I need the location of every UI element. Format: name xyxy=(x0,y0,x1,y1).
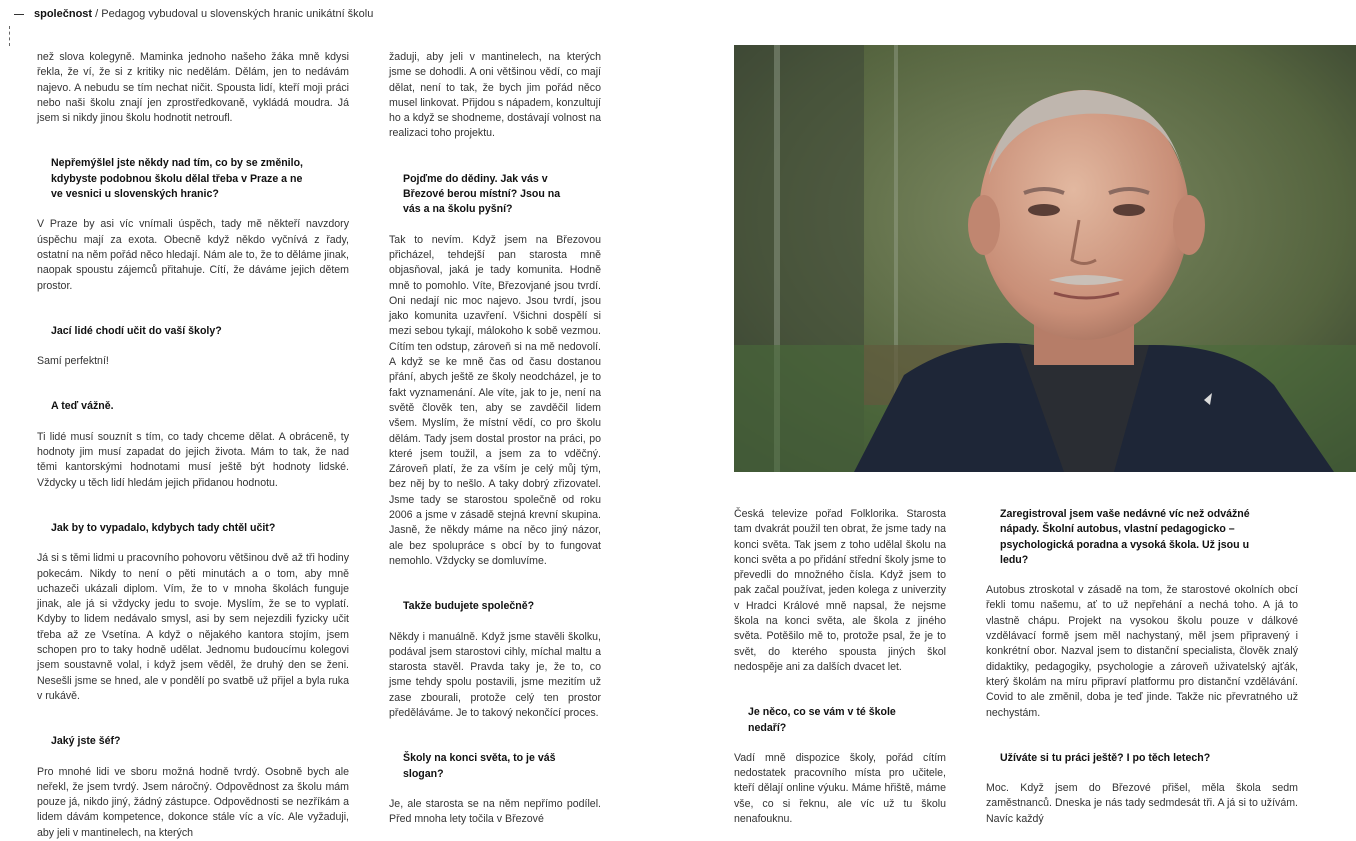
interview-answer: Autobus ztroskotal v zásadě na tom, že starostové okolních obcí řekli tomu našemu, ať to už nepřehání a nechá toho. A já to vlastně chápu. Projekt na vysokou školu pouze v dálkové vzdělávací formě jsem měl nachystaný, měl jsem připravený i konkrétní obor. Nazval jsem to distanční specialista, člověk znalý didaktiky, pedagogiky, psychologie a zároveň uživatelský ajťák, který školám na míru připraví platformu pro distanční vzdělávání. Covid to ale změnil, doba je teď jinde. Takže nic převratného už nechystám. xyxy=(986,584,1298,719)
interview-question: Jaký jste šéf? xyxy=(51,735,121,748)
interview-question: Pojďme do dědiny. Jak vás v Březové berou místní? Jsou na vás a na školu pyšní? xyxy=(403,172,561,216)
side-tick-mark xyxy=(9,26,11,46)
text-column-2 xyxy=(389,50,601,826)
interview-answer: Moc. Když jsem do Březové přišel, měla škola sedm zaměstnanců. Dneska je nás tady sedmdesát tři. A já si to užívám. Navíc každý xyxy=(986,782,1298,825)
interview-answer: Je, ale starosta se na něm nepřímo podílel. Před mnoha lety točila v Březové xyxy=(389,797,601,826)
interview-answer: Česká televize pořad Folklorika. Starosta tam dvakrát použil ten obrat, že jsme tady na konci světa. Tak jsem z toho udělal školu na konci světa a po přidání střední školy jsme to převedli do množného čísla. Když jsem to pak začal používat, jeden kolega z univerzity v Hradci Králové mně napsal, že nejsme škola na konci světa, ale škola z jiného světa. Potěšilo mě to, protože psal, že je to svět, do kterého spousta jiných škol nedospěje ani za dalších dvacet let. xyxy=(734,508,946,673)
interview-answer: Já si s těmi lidmi u pracovního pohovoru většinou dvě až tři hodiny pokecám. Nikdy to není o pěti minutách a o tom, aby mně uchazeči ukázali diplom. Vím, že to v mnoha školách funguje jinak, ale já si vždycky jedu to svoje. Myslím, že se to vyplatí. Kdyby to lidem nedávalo smysl, asi by sem nejezdili fyzicky učit třeba až ze Vsetína. A když o nějakého kantora stojím, jsem schopen pro to taky hodně udělat. Jednomu budoucímu kolegovi jsem soustavně volal, i když jsem věděl, že druhý den se ženi. Nesešli jsme se hned, ale v pondělí po svatbě už přijel a byla ruka v rukávě. xyxy=(37,552,349,702)
header-title: Pedagog vybudoval u slovenských hranic unikátní školu xyxy=(101,8,374,20)
text-column-1 xyxy=(37,50,349,839)
interview-answer: Vadí mně dispozice školy, pořád cítím nedostatek pracovního místa pro učitele, kteří dělají online výuku. Máme hřiště, máme vše, co si řeknu, ale víc už tu školu nenafouknu. xyxy=(734,751,946,826)
interview-question: Zaregistroval jsem vaše nedávné víc než odvážné nápady. Školní autobus, vlastní pedagogicko – psychologická poradna a vysoká škola. Už jsou u ledu? xyxy=(1000,508,1250,566)
interview-question: A teď vážně. xyxy=(51,400,114,413)
text-column-4 xyxy=(986,507,1298,825)
portrait-photo xyxy=(734,45,1356,472)
interview-answer: žaduji, aby jeli v mantinelech, na kterých jsme se dohodli. A oni většinou vědí, co mají dělat, není to tak, že bych jim pořád něco musel linkovat. Přijdou s nápadem, konzultují ho a když se shodneme, dostávají volnost na realizaci toho projektu. xyxy=(389,51,601,140)
interview-answer: než slova kolegyně. Maminka jednoho našeho žáka mně kdysi řekla, že ví, že si z kritiky nic nedělám. Dělám, jen to nedávám najevo. A nebudu se tím nechat ničit. Spousta lidí, kteří moji práci nebo naši školu znají jen zprostředkovaně, vykládá moudra. Já jsem si nikdy jinou školu hodnotit netroufl. xyxy=(37,51,349,125)
text-column-3 xyxy=(734,507,946,826)
interview-question: Jací lidé chodí učit do vaší školy? xyxy=(51,324,222,337)
interview-answer: Někdy i manuálně. Když jsme stavěli školku, podával jsem starostovi cihly, míchal maltu a starosta stavěl. Pravda taky je, že to, co jsme tehdy spolu postavili, jsme mezitím už zase zbourali, protože celý ten prostor předěláváme. Je to takový nekončící proces. xyxy=(389,630,601,719)
interview-question: Nepřemýšlel jste někdy nad tím, co by se změnilo, kdybyste podobnou školu dělal třeba v Praze a ne ve vesnici u slovenských hranic? xyxy=(51,157,303,201)
header-dash xyxy=(14,14,24,15)
interview-answer: Ti lidé musí souznít s tím, co tady chceme dělat. A obráceně, ty hodnoty jim musí zapadat do jejich života. Mám to tak, že nad těmi kantorskými hodnotami musí ještě být hodnoty lidské. Vždycky u těch lidí hledám jejich přidanou hodnotu. xyxy=(37,430,349,489)
interview-answer: Tak to nevím. Když jsem na Březovou přicházel, tehdejší pan starosta mně objasňoval, jaká je tady komunita. Hodně mně to pomohlo. Víte, Březovjané jsou tvrdí. Oni nedají nic moc najevo. Jsou tvrdí, jsou jako komunita uzavření. Všichni dospělí si mezi sebou tykají, málokoho k sobě vezmou. Cítím ten odstup, zároveň si na mě nedovolí. A když se ke mně čas od času dostanou přání, abych ještě ze školy neodcházel, je to fakt vyznamenání. Ale víte, jak to je, není na světě člověk ten, aby se zavděčil lidem všem. Myslím, že místní vědí, co pro školu dělám. Tady jsem dostal prostor na práci, po které jsem toužil, a jsem za to vděčný. Zároveň platí, že za vším je celý můj tým, bez něj by to nešlo. A taky dobrý zřizovatel. Jsme tady se starostou společně od roku 2006 a jsme v zásadě stejná krevní skupina. Jasně, že někdy máme na něco jiný názor, ale bez spolupráce s obcí by to fungovat nemohlo. Vždycky se domluvíme. xyxy=(389,233,601,567)
interview-question: Školy na konci světa, to je váš slogan? xyxy=(403,752,556,780)
interview-answer: Pro mnohé lidi ve sboru možná hodně tvrdý. Osobně bych ale neřekl, že jsem tvrdý. Jsem náročný. Odpovědnost za školu mám pouze já, nikdo jiný, žádný zástupce. Odpovědnosti se nezříkám a lidem dávám kompetence, dokonce stále víc a víc. Ale vyžaduji, aby jeli v mantinelech, na kterých xyxy=(37,765,349,839)
interview-question: Užíváte si tu práci ještě? I po těch letech? xyxy=(1000,751,1211,764)
interview-answer: V Praze by asi víc vnímali úspěch, tady mě někteří navzdory úspěchu mají za exota. Obecně když někdo vyčnívá z řady, ostatní na něm pořád něco hledají. Nám ale to, že to děláme jinak, naopak spoustu zájemců přitahuje. Cítí, že dáváme jejich dětem prostor. xyxy=(37,218,349,292)
header-section: společnost xyxy=(34,8,93,20)
header-separator: / xyxy=(92,8,102,20)
interview-question: Jak by to vypadalo, kdybych tady chtěl učit? xyxy=(51,521,276,534)
running-header xyxy=(14,8,373,20)
portrait-illustration xyxy=(734,45,1356,472)
interview-question: Takže budujete společně? xyxy=(403,600,535,613)
interview-answer: Samí perfektní! xyxy=(37,355,109,368)
interview-question: Je něco, co se vám v té škole nedaří? xyxy=(748,706,896,734)
